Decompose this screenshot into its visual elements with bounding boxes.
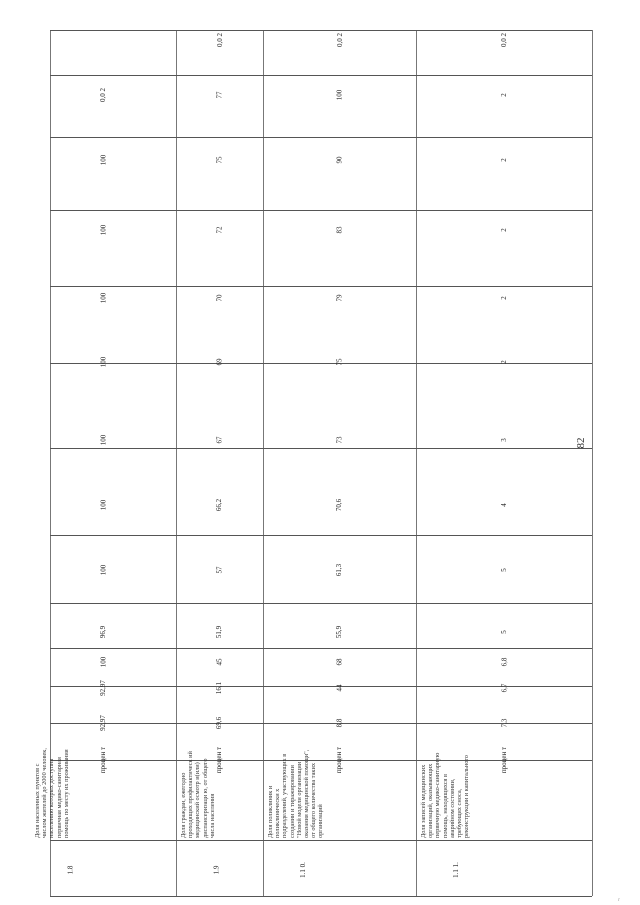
value-text: 100 bbox=[99, 154, 107, 166]
value-cell bbox=[310, 674, 370, 702]
value-cell bbox=[474, 674, 534, 702]
value-cell bbox=[474, 426, 534, 454]
row-description: Доля граждан, ежегодно проходящих профилактическ ий медицинский осмотр и(или) диспансеризаци ю, от общего числа населения bbox=[180, 751, 216, 838]
value-cell bbox=[73, 674, 133, 702]
value-text: 4 bbox=[500, 503, 508, 507]
row-number bbox=[50, 850, 90, 890]
value-cell bbox=[73, 146, 133, 174]
value-text: 2 bbox=[500, 296, 508, 300]
unit-text: процен т bbox=[500, 746, 508, 774]
table-rule bbox=[50, 603, 592, 604]
value-cell bbox=[190, 426, 250, 454]
value-text: 67 bbox=[215, 436, 224, 444]
value-cell bbox=[190, 491, 250, 519]
value-cell bbox=[310, 556, 370, 584]
value-text: 57 bbox=[215, 566, 224, 574]
value-text: 2 bbox=[500, 158, 508, 162]
value-cell bbox=[310, 709, 370, 737]
value-text: 55,9 bbox=[335, 625, 344, 639]
value-cell bbox=[190, 284, 250, 312]
value-cell bbox=[474, 709, 534, 737]
value-text: 61,3 bbox=[335, 563, 344, 577]
unit-cell bbox=[200, 740, 240, 780]
value-cell bbox=[190, 81, 250, 109]
unit-text: процен т bbox=[215, 746, 224, 774]
value-text: 6,7 bbox=[500, 683, 508, 693]
value-cell bbox=[310, 26, 370, 54]
value-text: 3 bbox=[500, 438, 508, 442]
value-cell bbox=[73, 284, 133, 312]
value-cell bbox=[474, 648, 534, 676]
value-cell bbox=[474, 491, 534, 519]
value-text: 45 bbox=[215, 658, 224, 666]
row-description: Доля записей медицинских организаций, оказывающих первичную медико-санитарную помощь, находящихся в аварийном состоянии, требующих сноса, реконструкции и капитального bbox=[420, 752, 471, 838]
page-number: 82 bbox=[575, 437, 587, 449]
table-rule bbox=[176, 30, 177, 896]
value-text: 5 bbox=[500, 568, 508, 572]
value-text: 72 bbox=[215, 226, 224, 234]
unit-cell bbox=[320, 740, 360, 780]
value-cell bbox=[310, 348, 370, 376]
value-text: 100 bbox=[99, 434, 107, 446]
value-text: 6,8 bbox=[500, 657, 508, 667]
value-text: 75 bbox=[215, 156, 224, 164]
scan-mark: г bbox=[618, 898, 621, 903]
value-text: 100 bbox=[99, 499, 107, 511]
value-text: 68 bbox=[335, 658, 344, 666]
row-description: Доля поликлиник и поликлинически х подразделений, участвующих в создании и тиражировании "Новой модели организации оказания медицинской помощи", от общего количества таких организаций bbox=[267, 749, 325, 838]
value-text: 0,0 2 bbox=[500, 33, 508, 47]
value-cell bbox=[310, 216, 370, 244]
value-text: 100 bbox=[99, 292, 107, 304]
row-description: Доля населенных пунктов с числом жителей до 2000 человек, населению которых доступна первичная медико-санитарная помощь по месту их проживания bbox=[34, 748, 70, 838]
value-cell bbox=[474, 146, 534, 174]
value-cell bbox=[190, 618, 250, 646]
row-number bbox=[283, 850, 323, 890]
table-rule bbox=[50, 75, 592, 76]
value-cell bbox=[73, 648, 133, 676]
value-cell bbox=[474, 216, 534, 244]
value-text: 70,6 bbox=[335, 498, 344, 512]
unit-cell bbox=[484, 740, 524, 780]
value-cell bbox=[190, 709, 250, 737]
value-text: 92,97 bbox=[99, 680, 107, 696]
table-rule bbox=[416, 30, 417, 896]
value-text: 7,3 bbox=[500, 718, 508, 728]
value-cell bbox=[190, 216, 250, 244]
value-text: 8,8 bbox=[335, 718, 344, 728]
value-text: 96,9 bbox=[99, 625, 107, 639]
value-text: 100 bbox=[99, 224, 107, 236]
value-text: 83 bbox=[335, 226, 344, 234]
value-cell bbox=[73, 491, 133, 519]
value-cell bbox=[474, 556, 534, 584]
table-rule bbox=[50, 535, 592, 536]
value-cell bbox=[73, 556, 133, 584]
value-cell bbox=[310, 426, 370, 454]
value-cell bbox=[310, 648, 370, 676]
value-cell bbox=[474, 284, 534, 312]
table-rule bbox=[263, 30, 264, 896]
row-number-text: 1.1 0. bbox=[299, 862, 307, 878]
table-rule bbox=[50, 896, 592, 897]
value-text: 2 bbox=[500, 93, 508, 97]
value-cell bbox=[474, 348, 534, 376]
value-text: 100 bbox=[99, 356, 107, 368]
value-cell bbox=[310, 81, 370, 109]
value-cell bbox=[73, 709, 133, 737]
value-cell bbox=[310, 618, 370, 646]
value-cell bbox=[190, 674, 250, 702]
table-rule bbox=[592, 30, 593, 896]
value-text: 2 bbox=[500, 228, 508, 232]
unit-text: процен т bbox=[335, 746, 344, 774]
value-text: 100 bbox=[335, 89, 344, 101]
value-text: 5 bbox=[500, 630, 508, 634]
value-cell bbox=[474, 26, 534, 54]
value-cell bbox=[474, 618, 534, 646]
value-text: 69 bbox=[215, 358, 224, 366]
unit-cell bbox=[83, 740, 123, 780]
value-cell bbox=[73, 618, 133, 646]
value-text: 51,9 bbox=[215, 625, 224, 639]
value-text: 92,97 bbox=[99, 715, 107, 731]
table-rule bbox=[50, 840, 592, 841]
value-cell bbox=[190, 26, 250, 54]
value-text: 44 bbox=[335, 684, 344, 692]
value-text: 0,0 2 bbox=[215, 33, 224, 47]
value-cell bbox=[310, 146, 370, 174]
value-cell bbox=[474, 81, 534, 109]
table-rule bbox=[50, 210, 592, 211]
value-cell bbox=[310, 284, 370, 312]
unit-text: процен т bbox=[99, 746, 107, 774]
value-cell bbox=[190, 556, 250, 584]
row-number-text: 1.1 1. bbox=[452, 862, 460, 878]
value-cell bbox=[190, 648, 250, 676]
value-cell bbox=[73, 81, 133, 109]
value-text: 75 bbox=[335, 358, 344, 366]
value-text: 100 bbox=[99, 564, 107, 576]
value-cell bbox=[190, 146, 250, 174]
value-text: 90 bbox=[335, 156, 344, 164]
value-text: 100 bbox=[99, 656, 107, 668]
row-number-text: 1.9 bbox=[212, 865, 220, 875]
value-text: 66,2 bbox=[215, 498, 224, 512]
row-number bbox=[436, 850, 476, 890]
value-cell bbox=[73, 426, 133, 454]
row-number-text: 1.8 bbox=[66, 865, 74, 875]
value-text: 2 bbox=[500, 360, 508, 364]
value-text: 73 bbox=[335, 436, 344, 444]
value-text: 70 bbox=[215, 294, 224, 302]
value-text: 77 bbox=[215, 91, 224, 99]
value-text: 0,0 2 bbox=[99, 88, 107, 102]
value-text: 16,1 bbox=[215, 681, 224, 695]
value-text: 69,6 bbox=[215, 716, 224, 730]
value-text: 0,0 2 bbox=[335, 33, 344, 47]
value-cell bbox=[190, 348, 250, 376]
table-rule bbox=[50, 137, 592, 138]
value-cell bbox=[310, 491, 370, 519]
value-cell bbox=[73, 216, 133, 244]
row-number bbox=[196, 850, 236, 890]
value-cell bbox=[73, 348, 133, 376]
value-text: 79 bbox=[335, 294, 344, 302]
